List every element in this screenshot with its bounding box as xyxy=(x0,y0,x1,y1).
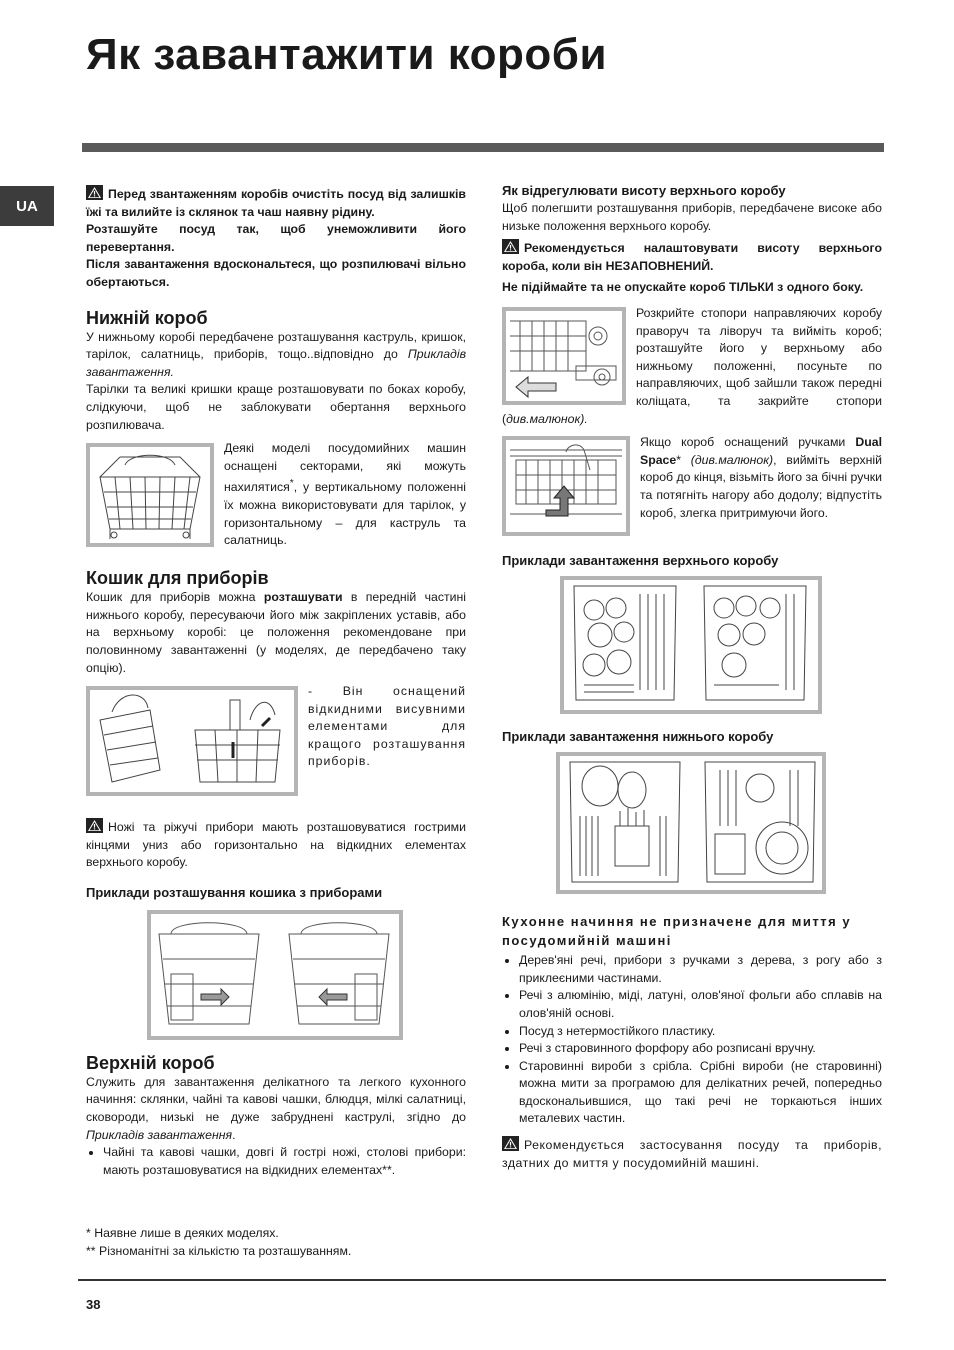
upper-examples-illustration xyxy=(560,576,822,714)
cutlery-basket-heading: Кошик для приборів xyxy=(86,568,269,589)
page-number: 38 xyxy=(86,1297,101,1312)
lower-text-italic: Прикладів завантаження. xyxy=(86,347,466,379)
tilt-star: * xyxy=(289,478,294,490)
lower-basket-heading: Нижній короб xyxy=(86,307,208,328)
upper-examples-heading: Приклади завантаження верхнього коробу xyxy=(502,553,779,569)
lower-basket-illustration xyxy=(86,443,214,547)
upper-text-italic: Прикладів завантаження xyxy=(86,1127,233,1142)
tilt-text-b: , у вертикальному положенні їх можна використовувати для тарілок, у горизонтальному – для каструль та салатниць. xyxy=(224,480,466,548)
footnote-1: * Наявне лише в деяких моделях. xyxy=(86,1226,279,1240)
dual-text-italic: (див.малюнок) xyxy=(690,452,774,467)
warning-icon xyxy=(502,239,519,254)
right-column xyxy=(502,182,882,1172)
lower-basket-text-2: Тарілки та великі кришки краще розташовувати по боках коробу, слідкуючи, щоб не заблокувати обертання верхнього розпилювача. xyxy=(86,382,466,432)
basket-examples-illustration xyxy=(147,910,403,1040)
adjust-text-a: Розкрийте стопори направляючих коробу праворуч та ліворуч та вийміть короб; розташуйте його у верхньому або нижньому положенні, посуньте по направляючих, щоб зайшли також передні коліщата, та закрийте стопори ( xyxy=(502,305,882,426)
cutlery-basket-drawing xyxy=(90,690,294,792)
title-divider xyxy=(82,143,884,152)
intro-text-3: Після завантаження вдоскональтеся, що розпилювачі вільно обертаються. xyxy=(86,257,466,289)
rail-stopper-illustration xyxy=(502,307,626,405)
lower-basket-drawing xyxy=(90,447,210,543)
tilt-text-a: Деякі моделі посудомийних машин оснащені секторами, які можуть нахилятися xyxy=(224,441,466,495)
lower-basket-text-1 xyxy=(86,329,466,382)
upper-text-a: Служить для завантаження делікатного та легкого кухонного начиння: склянки, чайні та кавові чашки, блюдця, мілкі салатниці, сковороди, низькі не дуже забруднені каструлі, згідно до xyxy=(86,1074,466,1125)
page-title: Як завантажити короби xyxy=(86,30,608,79)
not-suitable-list xyxy=(502,952,882,1128)
rail-stopper-drawing xyxy=(506,311,622,401)
dual-space-illustration xyxy=(502,436,630,536)
cutlery-text-a: Кошик для приборів можна xyxy=(86,590,264,605)
basket-examples-drawing xyxy=(151,914,399,1036)
upper-basket-text xyxy=(86,1074,466,1144)
cutlery-text-2: - Він оснащений відкидними висувними елементами для кращого розташування приборів. xyxy=(308,684,466,769)
left-column xyxy=(86,185,466,1179)
intro-text-2: Розташуйте посуд так, щоб унеможливити його перевертання. xyxy=(86,222,466,254)
upper-basket-heading: Верхній короб xyxy=(86,1052,215,1073)
basket-examples-heading: Приклади розташування кошика з приборами xyxy=(86,884,383,900)
adjust-height-bold-note: Не підіймайте та не опускайте короб ТІЛЬКИ з одного боку. xyxy=(502,280,864,295)
dual-text-e: , вийміть верхній короб до кінця, візьміть його за бічні ручки та потягніть нагору або додолу; відпустіть короб, злегка притримуючи його. xyxy=(640,452,883,520)
knives-warning-text: Ножі та ріжучі прибори мають розташовуватися гострими кінцями униз або горизонтально на відкидних елементах верхнього коробу. xyxy=(86,820,466,870)
bottom-divider xyxy=(78,1279,886,1281)
cutlery-text-1 xyxy=(86,589,466,677)
lower-examples-drawing xyxy=(560,756,822,890)
adjust-height-heading: Як відрегулювати висоту верхнього коробу xyxy=(502,183,786,198)
lower-examples-heading: Приклади завантаження нижнього коробу xyxy=(502,729,774,745)
lower-examples-illustration xyxy=(556,752,826,894)
upper-basket-list xyxy=(86,1144,466,1179)
intro-text-1: Перед звантаженням коробів очистіть посуд від залишків їжі та вилийте із склянок та чаш наявну рідину. xyxy=(86,187,466,219)
dual-text-a: Якщо короб оснащений ручками xyxy=(640,435,856,450)
list-item: • Речі з алюмінію, міді, латуні, олов'яної фольги або сплавів на олов'яній основі. xyxy=(519,987,882,1022)
adjust-warning-text: Рекомендується налаштовувати висоту верхнього короба, коли він НЕЗАПОВНЕНИЙ. xyxy=(502,241,882,273)
cutlery-basket-illustration xyxy=(86,686,298,796)
warning-icon xyxy=(86,818,103,833)
adjust-height-warning xyxy=(502,239,882,275)
cutlery-text-c: в передній частині нижнього коробу, пересуваючи його між закріплених уставів, або на верхньому коробі: це положення рекомендоване при половинному завантаженні (у моделях, де передбачено таку опцію). xyxy=(86,590,466,675)
knives-warning xyxy=(86,818,466,872)
list-item: • Дерев'яні речі, прибори з ручками з дерева, з рогу або з приклеєними частинами. xyxy=(519,952,882,987)
dual-text-star: * xyxy=(676,452,691,467)
list-item: • Старовинні вироби з срібла. Срібні вироби (не старовинні) можна мити за програмою для делікатних речей, попередньо вдоскональившися, що такі речі не торкаються інших металевих частин. xyxy=(519,1058,882,1128)
dual-space-drawing xyxy=(506,440,626,532)
list-item: • Чайні та кавові чашки, довгі й гострі ножі, столові прибори: мають розташовуватися на відкидних елементах**. xyxy=(103,1144,466,1179)
list-item: • Посуд з нетермостійкого пластику. xyxy=(519,1023,882,1041)
upper-examples-drawing xyxy=(564,580,818,710)
dual-space-label: Dual Space xyxy=(640,435,882,467)
cutlery-text-bold: розташувати xyxy=(263,590,343,605)
warning-icon xyxy=(86,185,103,200)
lower-text-part: У нижньому коробі передбачене розташування каструль, кришок, тарілок, салатниць, приборів, тощо..відповідно до xyxy=(86,329,466,362)
adjust-height-text-1: Щоб полегшити розташування приборів, передбачене високе або низьке положення верхнього коробу. xyxy=(502,201,882,233)
footnote-2: ** Різноманітні за кількістю та розташуванням. xyxy=(86,1244,352,1258)
final-warning xyxy=(502,1136,882,1172)
upper-text-c: . xyxy=(232,1127,236,1142)
final-warning-text: Рекомендується застосування посуду та приборів, здатних до миття у посудомийній машині. xyxy=(502,1138,882,1170)
not-suitable-heading: Кухонне начиння не призначене для миття у посудомийній машині xyxy=(502,914,852,949)
warning-icon xyxy=(502,1136,519,1151)
footnotes xyxy=(86,1224,351,1260)
intro-warning xyxy=(86,185,466,221)
language-tab: UA xyxy=(0,186,54,226)
adjust-text-italic: див.малюнок). xyxy=(506,411,588,426)
list-item: • Речі з старовинного форфору або розписані вручну. xyxy=(519,1040,882,1058)
